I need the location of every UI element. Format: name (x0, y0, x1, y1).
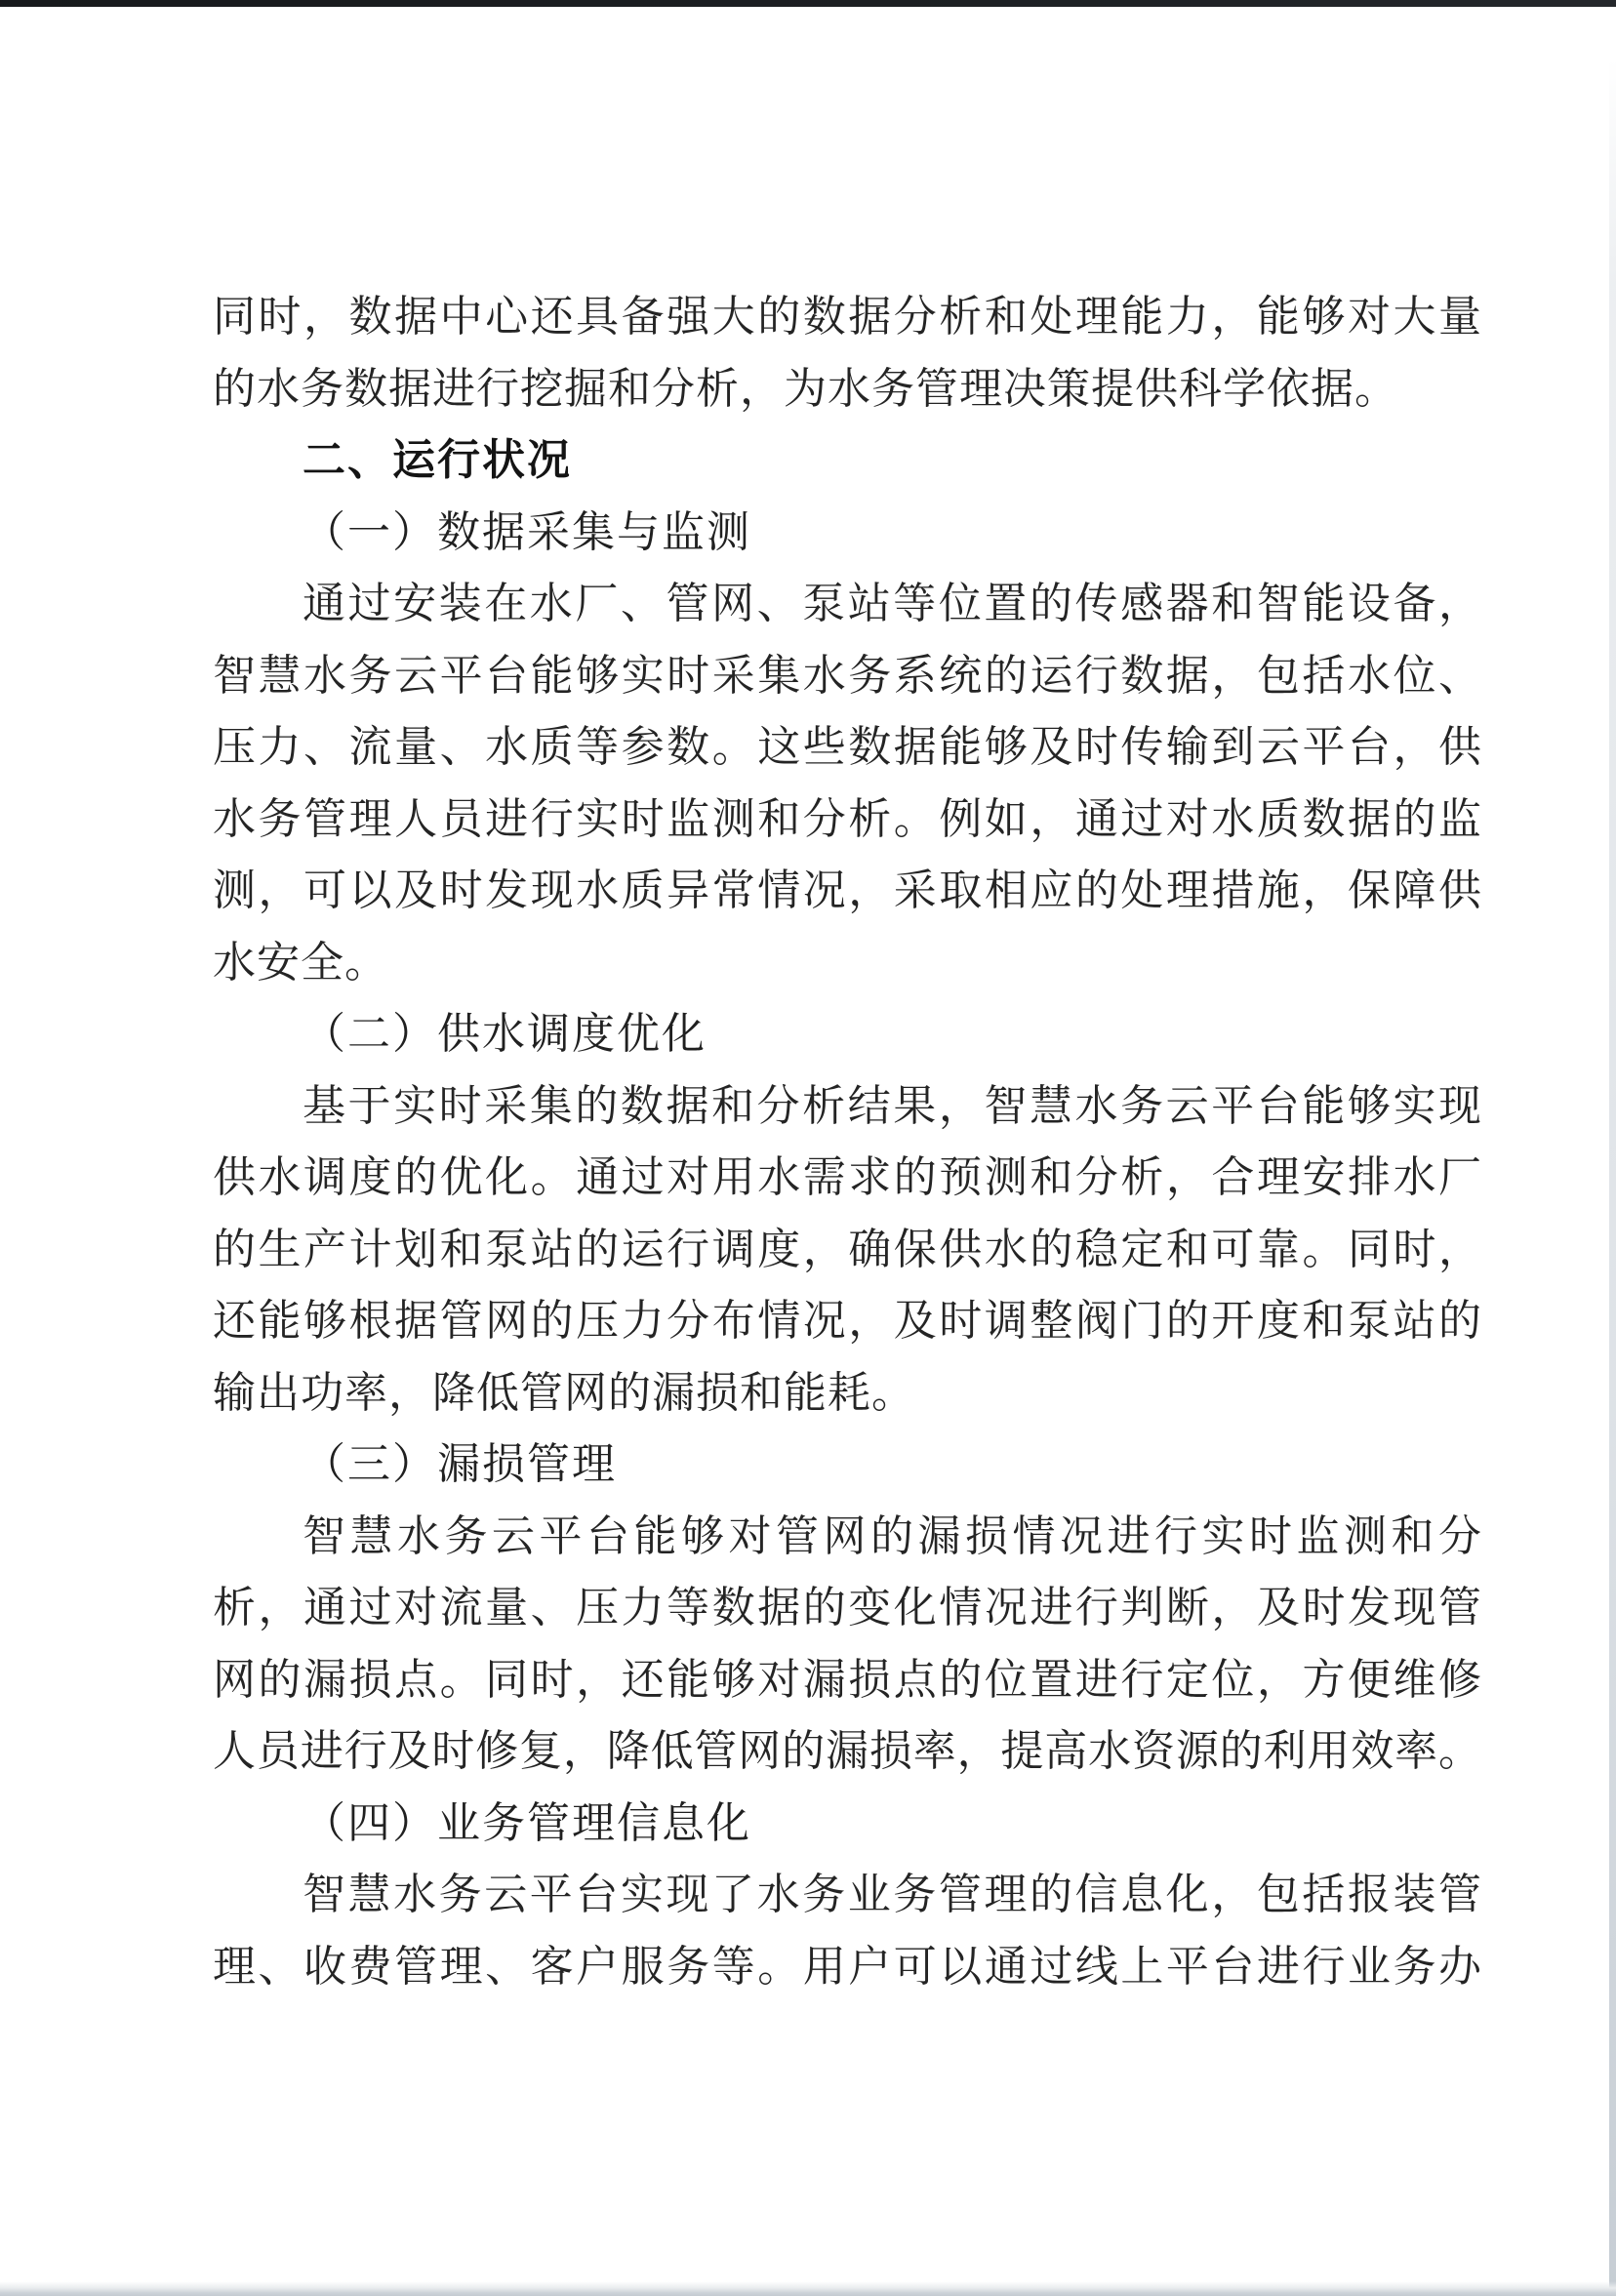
text-line: 智慧水务云平台实现了水务业务管理的信息化，包括报装管 (303, 1871, 1481, 1918)
subsection-heading: （三）漏损管理 (303, 1440, 617, 1488)
text-line: 的生产计划和泵站的运行调度，确保供水的稳定和可靠。同时， (213, 1225, 1481, 1273)
text-line: 的水务数据进行挖掘和分析，为水务管理决策提供科学依据。 (213, 364, 1398, 413)
text-line: 网的漏损点。同时，还能够对漏损点的位置进行定位，方便维修 (213, 1655, 1481, 1704)
text-line: 同时，数据中心还具备强大的数据分析和处理能力，能够对大量 (213, 293, 1481, 341)
scan-edge-top (0, 0, 1616, 7)
text-line: 通过安装在水厂、管网、泵站等位置的传感器和智能设备， (303, 580, 1481, 627)
text-line: 理、收费管理、客户服务等。用户可以通过线上平台进行业务办 (213, 1942, 1481, 1991)
text-line: 智慧水务云平台能够实时采集水务系统的运行数据，包括水位、 (213, 651, 1481, 700)
text-line: 输出功率，降低管网的漏损和能耗。 (213, 1368, 915, 1417)
section-heading: 二、运行状况 (303, 436, 572, 484)
text-block (213, 281, 1481, 2002)
text-line: 智慧水务云平台能够对管网的漏损情况进行实时监测和分 (303, 1511, 1481, 1560)
text-line: 还能够根据管网的压力分布情况，及时调整阀门的开度和泵站的 (213, 1297, 1481, 1345)
text-line: 析，通过对流量、压力等数据的变化情况进行判断，及时发现管 (213, 1584, 1481, 1631)
text-line: 供水调度的优化。通过对用水需求的预测和分析，合理安排水厂 (213, 1153, 1481, 1201)
subsection-heading: （二）供水调度优化 (303, 1010, 707, 1058)
text-line: 基于实时采集的数据和分析结果，智慧水务云平台能够实现 (303, 1081, 1481, 1130)
text-line: 测，可以及时发现水质异常情况，采取相应的处理措施，保障供 (213, 866, 1481, 914)
text-line: 水安全。 (213, 938, 388, 987)
scan-edge-right (1609, 59, 1616, 2296)
subsection-heading: （一）数据采集与监测 (303, 507, 751, 556)
subsection-heading: （四）业务管理信息化 (303, 1798, 751, 1847)
text-line: 人员进行及时修复，降低管网的漏损率，提高水资源的利用效率。 (213, 1727, 1481, 1775)
text-line: 压力、流量、水质等参数。这些数据能够及时传输到云平台，供 (213, 723, 1481, 771)
text-line: 水务管理人员进行实时监测和分析。例如，通过对水质数据的监 (213, 794, 1481, 843)
scan-edge-bottom (0, 2281, 1616, 2296)
